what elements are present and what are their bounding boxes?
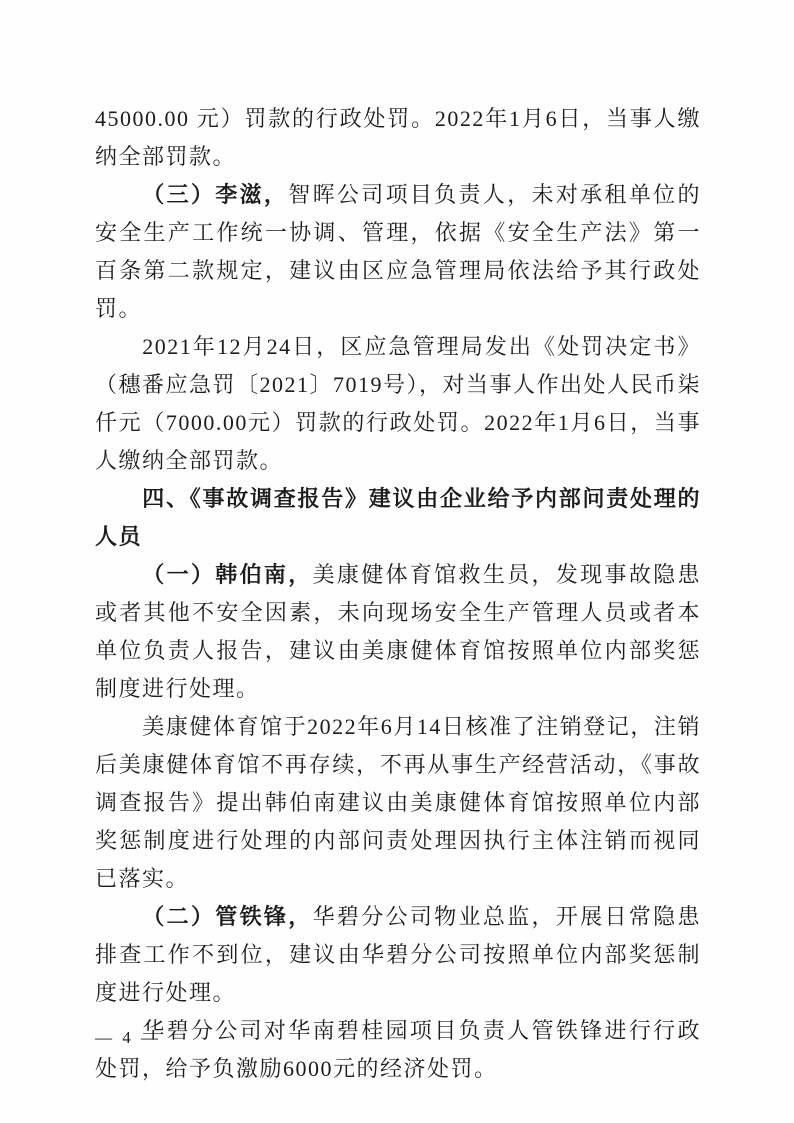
paragraph-economic-penalty [95,1012,701,1088]
section-heading-four [95,480,701,556]
paragraph-li-zi-penalty [95,176,701,328]
paragraph-fine-payment-continuation [95,100,701,176]
paragraph-penalty-decision [95,328,701,480]
paragraph-han-bonan [95,556,701,708]
paragraph-body: 2021年12月24日，区应急管理局发出《处罚决定书》（穗番应急罚〔2021〕7019号），对当事人作出处人民币柒仟元（7000.00元）罚款的行政处罚。2022年1月6日，当事人缴纳全部罚款。 [95,334,702,473]
paragraph-lead-guan-tiefeng: （二）管铁锋， [142,904,313,929]
footer-page-number: — 4 — [95,1028,161,1047]
section-heading-text: 四、《事故调查报告》建议由企业给予内部问责处理的人员 [95,486,701,549]
paragraph-body: 美康健体育馆救生员，发现事故隐患或者其他不安全因素，未向现场安全生产管理人员或者本单位负责人报告，建议由美康健体育馆按照单位内部奖惩制度进行处理。 [95,562,701,701]
paragraph-gym-deregistration [95,708,701,898]
paragraph-body: 华碧分公司对华南碧桂园项目负责人管铁锋进行行政处罚，给予负激励6000元的经济处罚。 [95,1018,701,1081]
paragraph-body: 45000.00 元）罚款的行政处罚。2022年1月6日，当事人缴纳全部罚款。 [95,106,701,169]
paragraph-body: 美康健体育馆于2022年6月14日核准了注销登记，注销后美康健体育馆不再存续，不再从事生产经营活动，《事故调查报告》提出韩伯南建议由美康健体育馆按照单位内部奖惩制度进行处理的内部问责处理因执行主体注销而视同已落实。 [95,714,701,891]
text-content [95,100,701,1088]
paragraph-lead-han-bonan: （一）韩伯南， [142,562,313,587]
paragraph-body: 华碧分公司物业总监，开展日常隐患排查工作不到位，建议由华碧分公司按照单位内部奖惩制度进行处理。 [95,904,701,1005]
paragraph-guan-tiefeng [95,898,701,1012]
paragraph-lead-li-zi: （三）李滋， [142,182,289,207]
paragraph-body: 智晖公司项目负责人，未对承租单位的安全生产工作统一协调、管理，依据《安全生产法》第一百条第二款规定，建议由区应急管理局依法给予其行政处罚。 [95,182,701,321]
